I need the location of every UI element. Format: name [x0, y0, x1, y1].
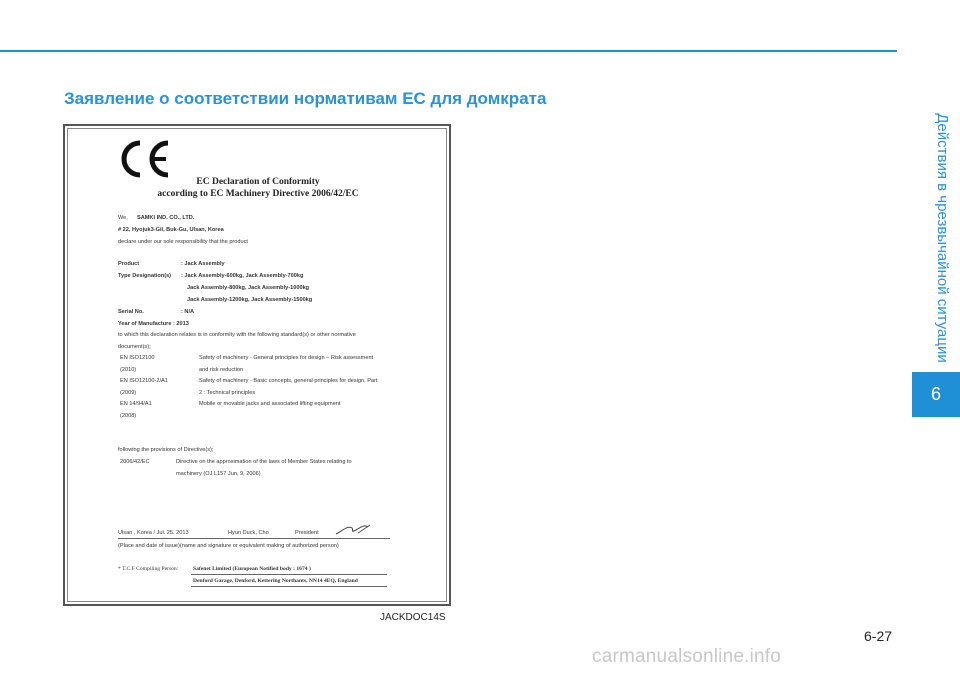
directive-text-cont: machinery (OJ L157 Jun, 9, 2006) [176, 471, 261, 477]
declare-statement: declare under our sole responsibility that the product [118, 239, 248, 245]
type-label: Type Designation(s) [118, 273, 172, 279]
serial-label: Serial No. [118, 309, 144, 315]
type-value-2: Jack Assembly-800kg, Jack Assembly-1000kg [187, 285, 310, 291]
standard-desc: 2 : Technical principles [199, 390, 256, 396]
directive-code: 2006/42/EC [120, 459, 150, 465]
year-of-manufacture: Year of Manufacture : 2013 [118, 321, 189, 327]
declaration-subtitle: according to EC Machinery Directive 2006/42/EC [157, 189, 359, 199]
image-code: JACKDOC14S [380, 612, 446, 623]
type-value-1: : Jack Assembly-600kg, Jack Assembly-700kg [181, 273, 304, 279]
declaration-title: EC Declaration of Conformity [196, 177, 320, 187]
tcf-label: * T.C.F Compiling Person: [118, 566, 179, 572]
type-value-3: Jack Assembly-1200kg, Jack Assembly-1500kg [187, 297, 313, 303]
standard-desc: Safety of machinery - Basic concepts, general principles for design, Part [199, 378, 378, 384]
directive-text: Directive on the approximation of the laws of Member States relating to [176, 459, 352, 465]
company-name: SAMKI IND. CO., LTD. [137, 215, 195, 221]
tcf-underline [191, 574, 387, 575]
standard-desc: Mobile or movable jacks and associated lifting equipment [199, 401, 341, 407]
we-label: We, [118, 215, 128, 221]
standard-code: (2008) [120, 413, 137, 419]
chapter-number-badge: 6 [912, 372, 960, 417]
provisions-statement: following the provisions of Directive(s); [118, 447, 214, 453]
standard-code: (2009) [120, 390, 137, 396]
signature-caption: (Place and date of issue)(name and signature or equivalent making of authorized person) [118, 543, 339, 549]
tcf-notified-body: Safenet Limited (European Notified body : 1674 ) [193, 566, 311, 572]
place-and-date: Ulsan , Korea / Jul. 25. 2013 [118, 530, 189, 536]
declaration-image [63, 124, 451, 606]
page-title: Заявление о соответствии нормативам ЕС для домкрата [64, 89, 547, 108]
standard-code: EN ISO12100 [120, 355, 155, 361]
tcf-underline [191, 586, 387, 587]
product-value: : Jack Assembly [181, 261, 225, 267]
signature-line [118, 538, 390, 539]
declaration-document [67, 128, 447, 602]
conformity-statement: to which this declaration relates is in conformity with the following standard(s) or other normative [118, 332, 356, 338]
top-rule [0, 50, 897, 52]
page-number: 6-27 [864, 628, 893, 644]
standard-code: EN 14/94/A1 [120, 401, 152, 407]
standard-code: (2010) [120, 367, 137, 373]
signer-position: President [295, 530, 319, 536]
standard-desc: and risk reduction [199, 367, 244, 373]
serial-value: : N/A [181, 309, 195, 315]
tcf-address: Denford Garage, Denford, Kettering Northants, NN14 4EQ, England [193, 578, 358, 584]
signature-mark [334, 521, 374, 537]
standard-code: EN ISO12100-2/A1 [120, 378, 168, 384]
chapter-side-tab: Действия в чрезвычайной ситуации [934, 113, 951, 363]
conformity-statement-cont: document(s); [118, 344, 151, 350]
signer-name: Hyun Duck, Cho [228, 530, 269, 536]
ce-mark-icon [118, 139, 174, 179]
company-address: # 22, Hyojuk3-Gil, Buk-Gu, Ulsan, Korea [118, 227, 224, 233]
product-label: Product [118, 261, 140, 267]
watermark: carmanualsonline.info [592, 646, 782, 667]
standard-desc: Safety of machinery - General principles for design – Risk assessment [199, 355, 374, 361]
